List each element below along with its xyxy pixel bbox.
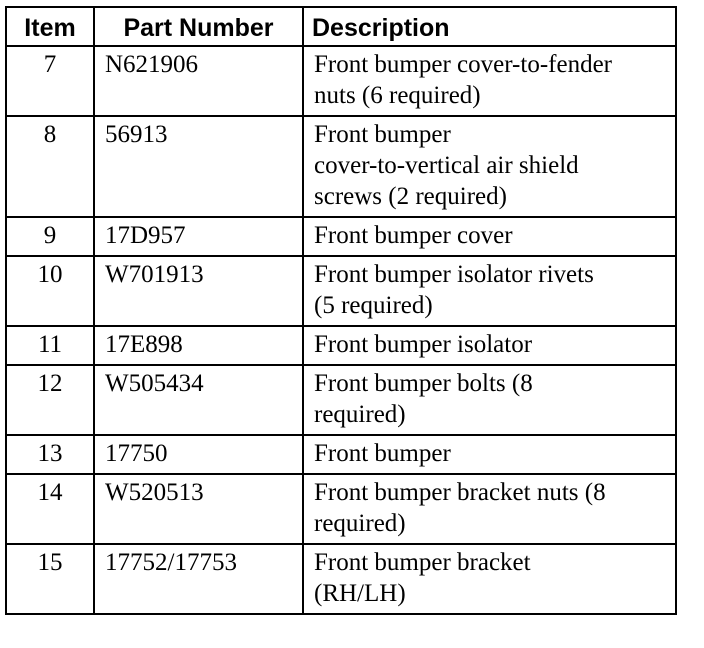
table-row — [6, 365, 676, 435]
part-number-cell: 56913 — [94, 116, 303, 217]
description-line: Front bumper isolator rivets — [314, 261, 594, 288]
table-row — [6, 256, 676, 326]
description-line: Front bumper isolator — [314, 331, 533, 358]
table-body — [6, 46, 676, 614]
part-number-cell: W505434 — [94, 365, 303, 435]
description-cell — [303, 116, 676, 217]
table-row — [6, 474, 676, 544]
table-row — [6, 217, 676, 256]
description-line: Front bumper bracket nuts (8 — [314, 479, 606, 506]
column-header-item: Item — [6, 7, 94, 46]
table-row — [6, 544, 676, 614]
part-number-cell: 17752/17753 — [94, 544, 303, 614]
header-row — [6, 7, 676, 46]
description-cell — [303, 326, 676, 365]
description-line: required) — [314, 401, 406, 428]
description-cell — [303, 474, 676, 544]
description-line: nuts (6 required) — [314, 82, 481, 109]
description-line: (5 required) — [314, 292, 433, 319]
description-cell — [303, 46, 676, 116]
item-cell: 13 — [6, 435, 94, 474]
table-row — [6, 46, 676, 116]
table-row — [6, 116, 676, 217]
item-cell: 11 — [6, 326, 94, 365]
part-number-cell: 17D957 — [94, 217, 303, 256]
description-cell — [303, 365, 676, 435]
item-cell: 12 — [6, 365, 94, 435]
description-line: required) — [314, 510, 406, 537]
part-number-cell: W520513 — [94, 474, 303, 544]
description-line: Front bumper bracket — [314, 549, 531, 576]
description-line: Front bumper — [314, 440, 451, 467]
item-cell: 14 — [6, 474, 94, 544]
description-line: Front bumper cover — [314, 222, 513, 249]
description-line: (RH/LH) — [314, 580, 406, 607]
part-number-cell: 17750 — [94, 435, 303, 474]
item-cell: 7 — [6, 46, 94, 116]
description-cell — [303, 256, 676, 326]
column-header-part-number: Part Number — [94, 7, 303, 46]
description-line: Front bumper — [314, 121, 451, 148]
description-line: Front bumper cover-to-fender — [314, 51, 612, 78]
item-cell: 8 — [6, 116, 94, 217]
description-cell — [303, 544, 676, 614]
item-cell: 10 — [6, 256, 94, 326]
description-cell — [303, 217, 676, 256]
table-row — [6, 326, 676, 365]
description-cell — [303, 435, 676, 474]
description-line: cover-to-vertical air shield — [314, 152, 579, 179]
part-number-cell: N621906 — [94, 46, 303, 116]
column-header-description: Description — [303, 7, 676, 46]
description-line: screws (2 required) — [314, 183, 507, 210]
table-row — [6, 435, 676, 474]
parts-table — [5, 6, 677, 615]
part-number-cell: W701913 — [94, 256, 303, 326]
item-cell: 9 — [6, 217, 94, 256]
part-number-cell: 17E898 — [94, 326, 303, 365]
description-line: Front bumper bolts (8 — [314, 370, 533, 397]
item-cell: 15 — [6, 544, 94, 614]
